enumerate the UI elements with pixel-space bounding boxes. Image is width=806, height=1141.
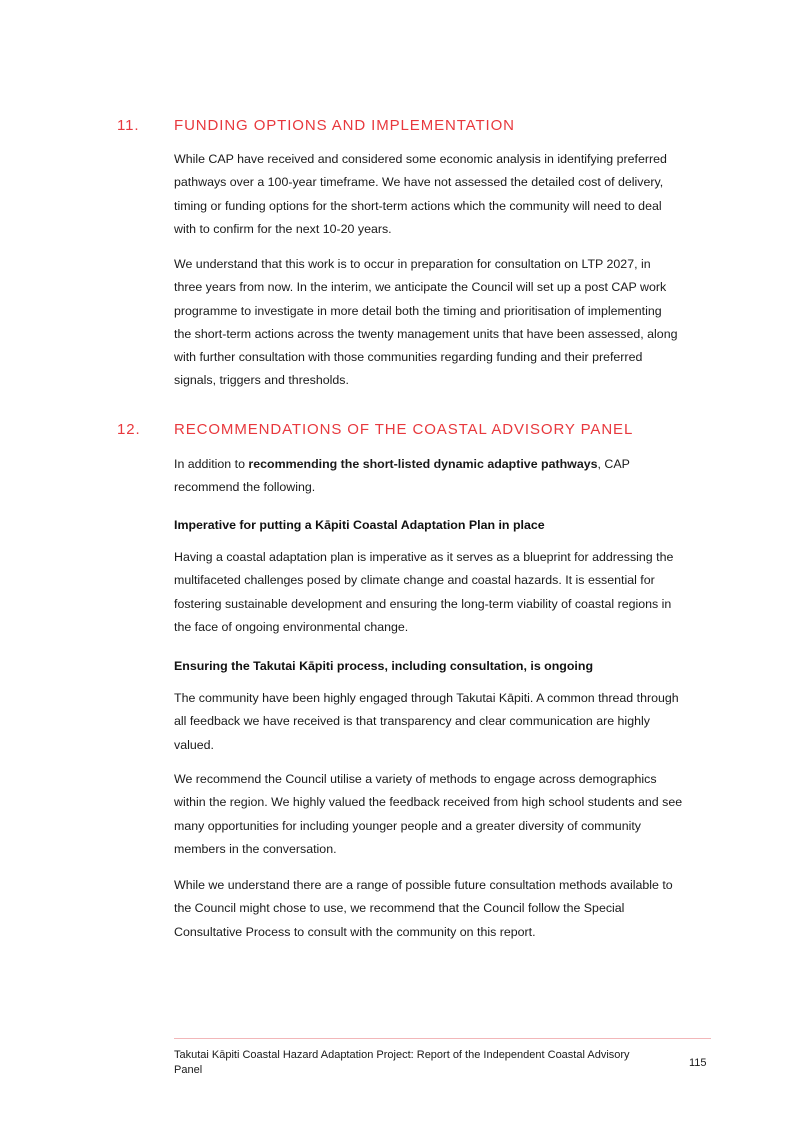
footer-divider (174, 1038, 711, 1039)
section-number: 11. (117, 117, 140, 134)
text-line: three years from now. In the interim, we anticipate the Council will set up a post CAP work (174, 280, 667, 295)
text-line: While CAP have received and considered some economic analysis in identifying preferred (174, 152, 667, 166)
text-line: members in the conversation. (174, 841, 337, 856)
intro-text: In addition to (174, 457, 249, 471)
text-line: programme to investigate in more detail both the timing and prioritisation of implementing (174, 303, 662, 318)
paragraph (174, 768, 719, 861)
text-line: the Council might chose to use, we recommend that the Council follow the Special (174, 901, 625, 916)
paragraph (174, 546, 719, 639)
section-number: 12. (117, 421, 141, 438)
paragraph (174, 874, 719, 944)
text-line: valued. (174, 737, 214, 752)
text-line: the short-term actions across the twenty management units that have been assessed, along (174, 326, 678, 341)
footer-title (174, 1048, 674, 1078)
text-line: fostering sustainable development and ensuring the long-term viability of coastal regions in (174, 596, 672, 611)
page-number: 115 (689, 1057, 707, 1069)
text-line: timing or funding options for the short-term actions which the community will need to deal (174, 198, 662, 213)
text-line: We understand that this work is to occur in preparation for consultation on LTP 2027, in (174, 257, 651, 271)
text-line: many opportunities for including younger people and a greater diversity of community (174, 818, 641, 833)
intro-bold-text: recommending the short-listed dynamic adaptive pathways (248, 457, 598, 471)
text-line: multifaceted challenges posed by climate change and coastal hazards. It is essential for (174, 573, 655, 588)
paragraph (174, 253, 719, 393)
text-line: recommend the following. (174, 480, 316, 495)
text-line: Having a coastal adaptation plan is imperative as it serves as a blueprint for addressing the (174, 550, 674, 564)
paragraph (174, 687, 719, 757)
text-line: with further consultation with those communities regarding funding and their preferred (174, 350, 643, 365)
text-line: within the region. We highly valued the feedback received from high school students and see (174, 795, 683, 810)
section-title: FUNDING OPTIONS AND IMPLEMENTATION (174, 117, 515, 134)
text-line: The community have been highly engaged through Takutai Kāpiti. A common thread through (174, 691, 679, 705)
subsection-heading: Ensuring the Takutai Kāpiti process, including consultation, is ongoing (174, 659, 594, 673)
text-line: signals, triggers and thresholds. (174, 373, 349, 388)
text-line: While we understand there are a range of possible future consultation methods available to (174, 878, 673, 892)
text-line: with to confirm for the next 10-20 years. (174, 221, 392, 236)
text-line: the face of ongoing environmental change. (174, 619, 409, 634)
footer-line: Panel (174, 1064, 203, 1076)
subsection-heading: Imperative for putting a Kāpiti Coastal Adaptation Plan in place (174, 518, 545, 532)
footer-line: Takutai Kāpiti Coastal Hazard Adaptation Project: Report of the Independent Coastal Advisory (174, 1049, 630, 1061)
intro-paragraph (174, 453, 719, 500)
text-line: We recommend the Council utilise a variety of methods to engage across demographics (174, 772, 657, 786)
text-line: all feedback we have received is that transparency and clear communication are highly (174, 714, 650, 729)
paragraph (174, 148, 719, 241)
text-line: Consultative Process to consult with the community on this report. (174, 924, 536, 939)
text-line: pathways over a 100-year timeframe. We have not assessed the detailed cost of delivery, (174, 175, 664, 190)
section-title: RECOMMENDATIONS OF THE COASTAL ADVISORY PANEL (174, 421, 634, 438)
intro-text: , CAP (597, 457, 630, 471)
